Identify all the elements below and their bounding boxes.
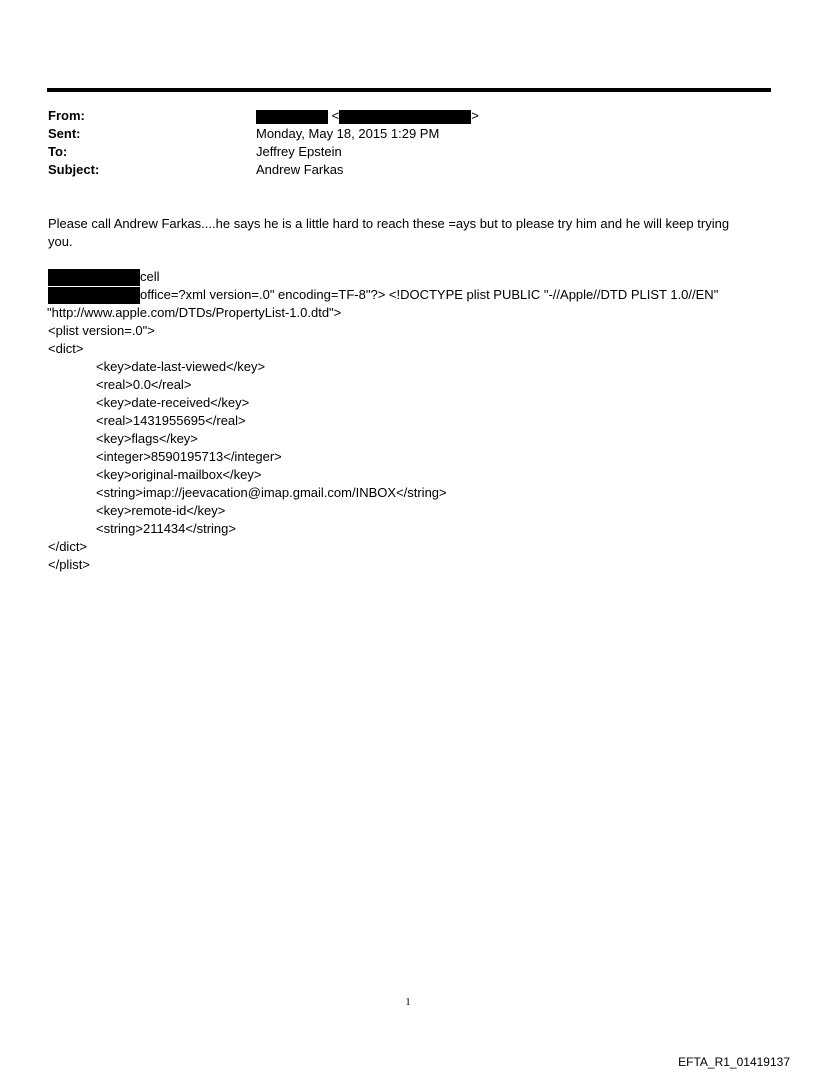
page-number: 1 [405, 996, 411, 1008]
plist-line: <key>date-last-viewed</key> [96, 359, 266, 374]
to-label: To: [48, 144, 68, 159]
office-text: office=?xml version=.0" encoding=TF-8"?> <!DOCTYPE plist PUBLIC "-//Apple//DTD PLIST 1.0//EN" [140, 287, 719, 302]
subject-label: Subject: [48, 162, 100, 177]
plist-line: <key>original-mailbox</key> [96, 467, 262, 482]
plist-line: <real>0.0</real> [96, 377, 192, 392]
body-paragraph-line-2: you. [48, 234, 73, 249]
sent-value: Monday, May 18, 2015 1:29 PM [256, 126, 440, 141]
plist-line: <integer>8590195713</integer> [96, 449, 282, 464]
subject-value: Andrew Farkas [256, 162, 344, 177]
from-bracket-open: < [331, 108, 340, 123]
plist-line: </plist> [48, 557, 90, 572]
redacted-sender-email [339, 110, 471, 124]
plist-line: <real>1431955695</real> [96, 413, 246, 428]
plist-line: <string>211434</string> [96, 521, 236, 536]
from-label: From: [48, 108, 85, 123]
redacted-cell-number [48, 269, 140, 286]
plist-line: <string>imap://jeevacation@imap.gmail.com/INBOX</string> [96, 485, 447, 500]
plist-line: <dict> [48, 341, 84, 356]
redacted-office-number [48, 287, 140, 304]
body-paragraph-line-1: Please call Andrew Farkas....he says he is a little hard to reach these =ays but to please try him and he will keep trying [48, 216, 730, 231]
from-value [256, 107, 479, 125]
sent-label: Sent: [48, 126, 81, 141]
redacted-sender-name [256, 110, 328, 124]
plist-line: <key>flags</key> [96, 431, 198, 446]
plist-line: <key>remote-id</key> [96, 503, 226, 518]
dtd-line: "http://www.apple.com/DTDs/PropertyList-1.0.dtd"> [47, 305, 342, 320]
cell-label: cell [140, 269, 160, 284]
from-bracket-close: > [471, 108, 479, 123]
plist-line: <plist version=.0"> [48, 323, 155, 338]
office-line [48, 286, 718, 304]
header-rule [47, 88, 771, 92]
bates-number: EFTA_R1_01419137 [678, 1055, 790, 1069]
to-value: Jeffrey Epstein [256, 144, 342, 159]
cell-line [48, 268, 160, 286]
plist-line: <key>date-received</key> [96, 395, 250, 410]
plist-line: </dict> [48, 539, 88, 554]
